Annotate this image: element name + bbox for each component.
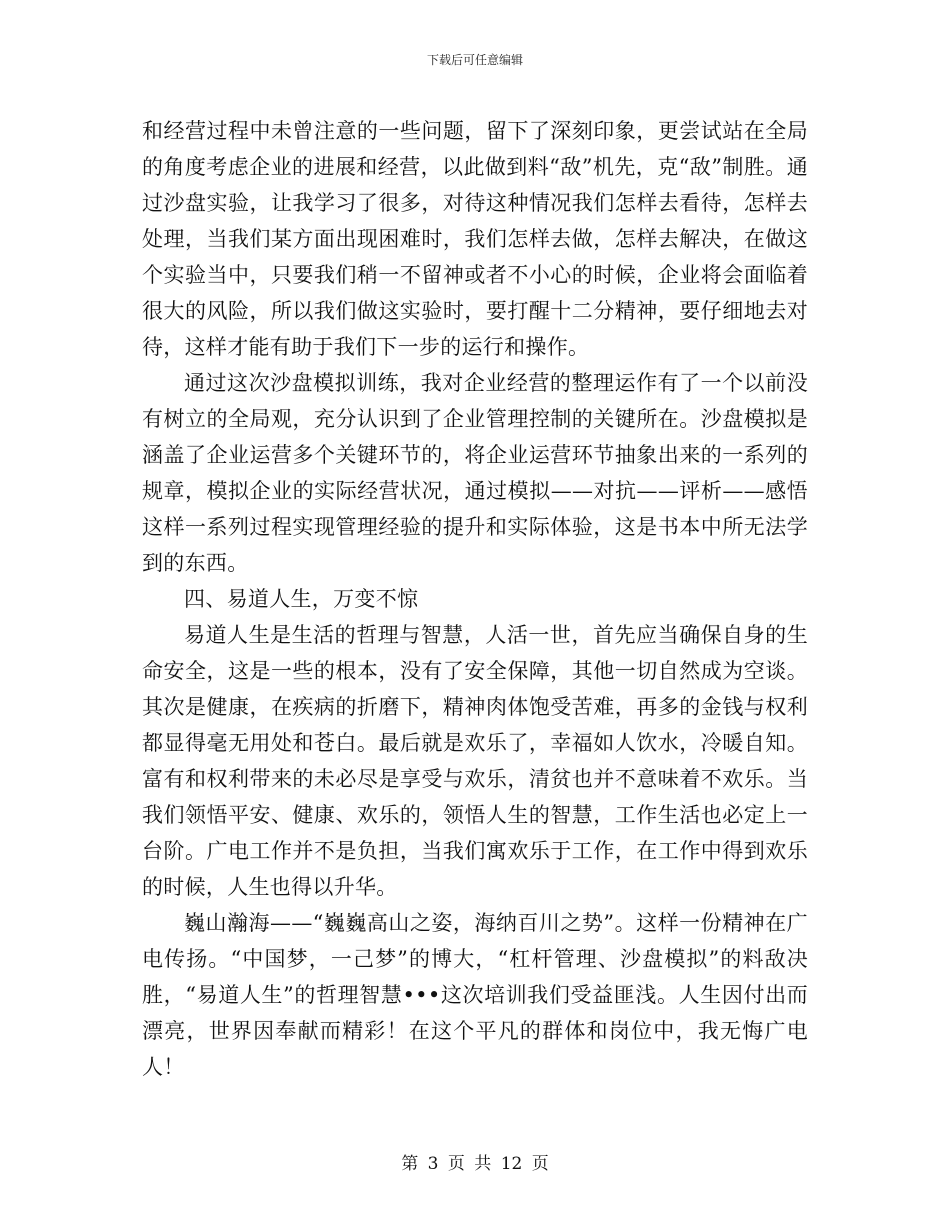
- paragraph-sandbox-training: 通过这次沙盘模拟训练，我对企业经营的整理运作有了一个以前没有树立的全局观，充分认识到了企业管理控制的关键所在。沙盘模拟是涵盖了企业运营多个关键环节的，将企业运营环节抽象出来的一系列的规章，模拟企业的实际经营状况，通过模拟——对抗——评析——感悟这样一系列过程实现管理经验的提升和实际体验，这是书本中所无法学到的东西。: [142, 371, 808, 575]
- paragraph-continuation: 和经营过程中未曾注意的一些问题，留下了深刻印象，更尝试站在全局的角度考虑企业的进展和经营，以此做到料“敌”机先，克“敌”制胜。通过沙盘实验，让我学习了很多，对待这种情况我们怎样去看待，怎样去处理，当我们某方面出现困难时，我们怎样去做，怎样去解决，在做这个实验当中，只要我们稍一不留神或者不小心的时候，企业将会面临着很大的风险，所以我们做这实验时，要打醒十二分精神，要仔细地去对待，这样才能有助于我们下一步的运行和操作。: [142, 119, 808, 359]
- page-number-footer: 第 3 页 共 12 页: [401, 1154, 549, 1174]
- paragraph-yidao-life: 易道人生是生活的哲理与智慧，人活一世，首先应当确保自身的生命安全，这是一些的根本，没有了安全保障，其他一切自然成为空谈。其次是健康，在疾病的折磨下，精神肉体饱受苦难，再多的金钱与权利都显得毫无用处和苍白。最后就是欢乐了，幸福如人饮水，冷暖自知。富有和权利带来的未必尽是享受与欢乐，清贫也并不意味着不欢乐。当我们领悟平安、健康、欢乐的，领悟人生的智慧，工作生活也必定上一台阶。广电工作并不是负担，当我们寓欢乐于工作，在工作中得到欢乐的时候，人生也得以升华。: [142, 623, 808, 899]
- section-heading: 四、易道人生，万变不惊: [184, 587, 419, 611]
- page-header: 下载后可任意编辑: [426, 53, 523, 67]
- paragraph-conclusion: 巍山瀚海——“巍巍高山之姿，海纳百川之势”。这样一份精神在广电传扬。“中国梦，一己梦”的博大，“杠杆管理、沙盘模拟”的料敌决胜，“易道人生”的哲理智慧•••这次培训我们受益匪浅。人生因付出而漂亮，世界因奉献而精彩！在这个平凡的群体和岗位中，我无悔广电人！: [142, 911, 808, 1079]
- document-body: [142, 113, 808, 1085]
